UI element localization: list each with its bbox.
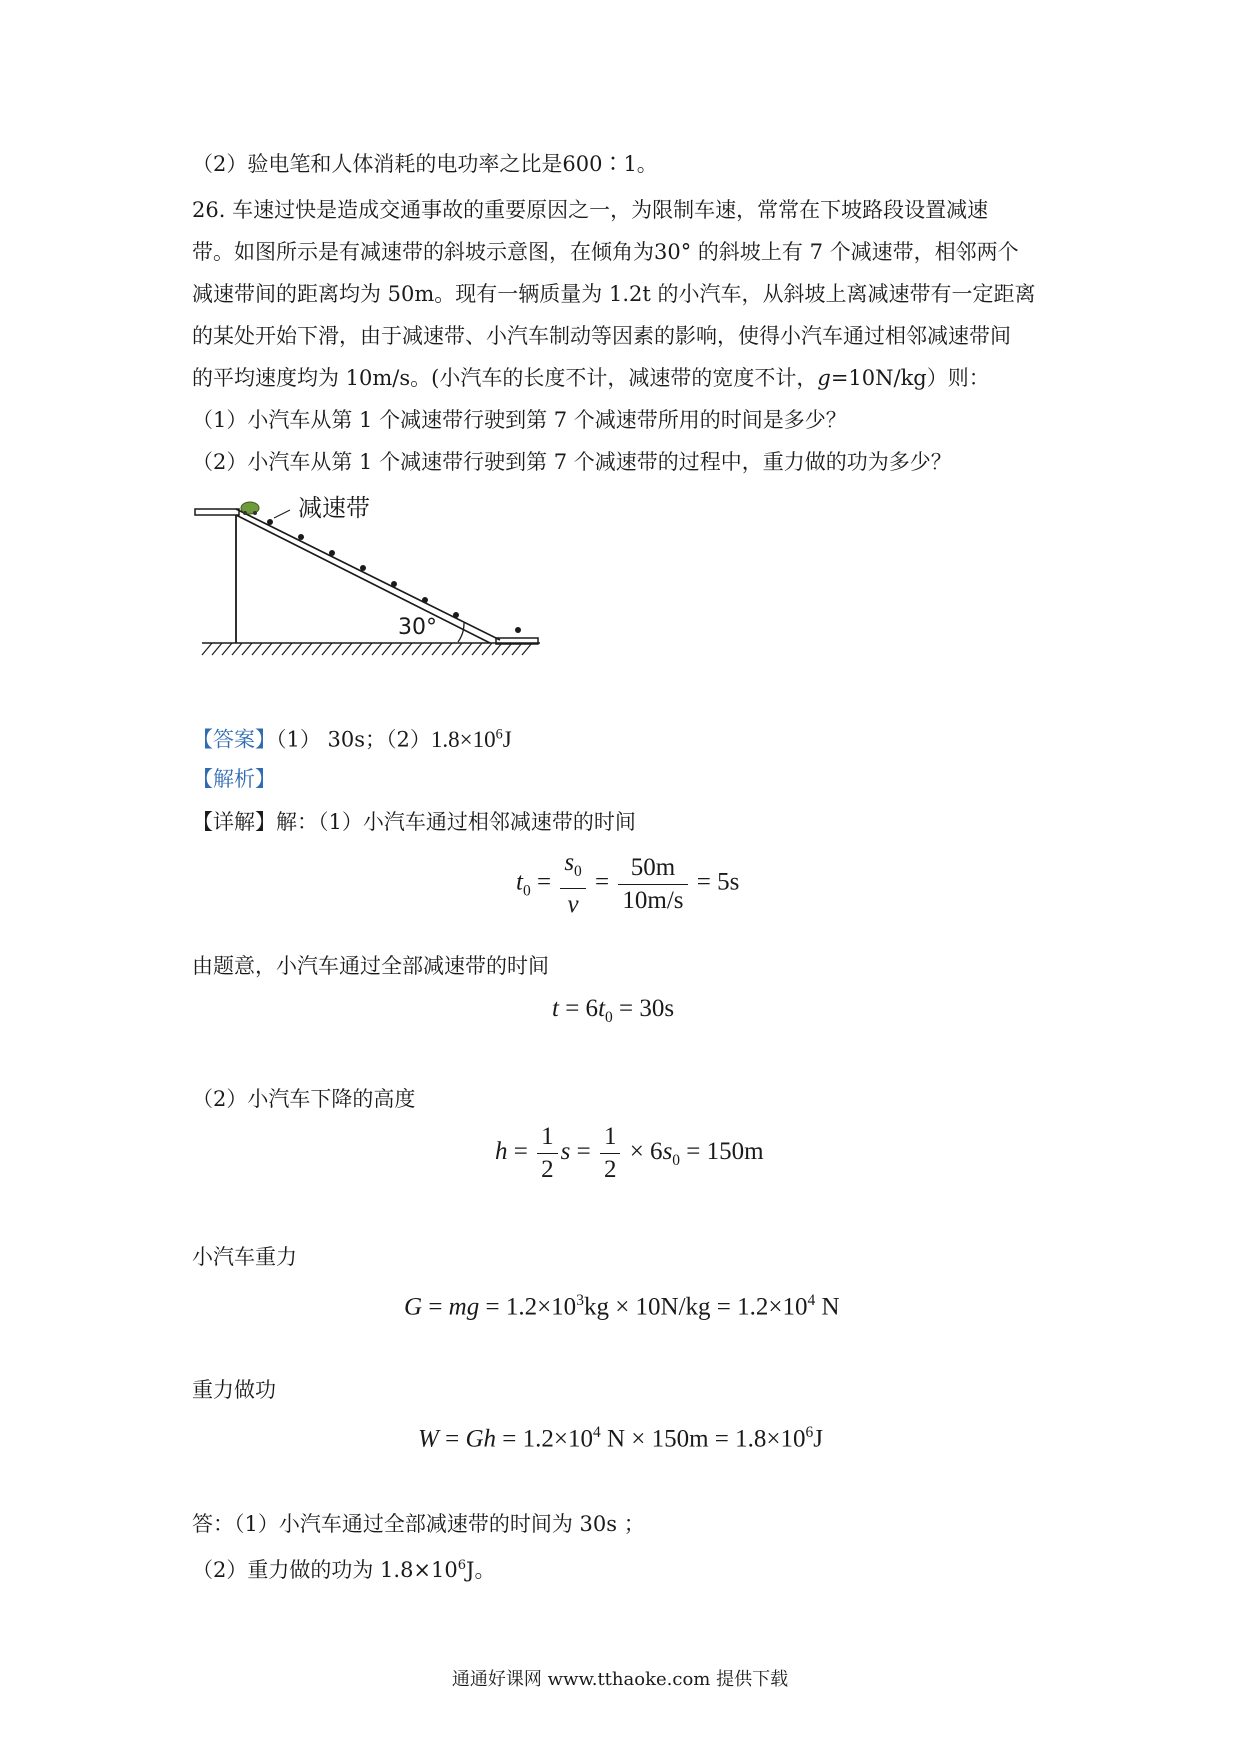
problem-26-line-1: 26. 车速过快是造成交通事故的重要原因之一，为限制车速，常常在下坡路段设置减速	[192, 198, 989, 222]
text-total-time: 由题意，小汽车通过全部减速带的时间	[192, 954, 549, 978]
speed-bump-6	[422, 597, 428, 603]
question-2: （2）小汽车从第 1 个减速带行驶到第 7 个减速带的过程中，重力做的功为多少？	[192, 450, 952, 474]
angle-arc	[458, 623, 464, 642]
speed-bump-3	[329, 550, 335, 556]
slope-diagram	[190, 490, 570, 670]
problem-26-line-4: 的某处开始下滑，由于减速带、小汽车制动等因素的影响，使得小汽车通过相邻减速带间	[192, 324, 1011, 348]
speed-bump-bottom	[515, 627, 521, 633]
problem-26-line-3: 减速带间的距离均为 50m。现有一辆质量为 1.2t 的小汽车，从斜坡上离减速带有一定距离	[192, 282, 1036, 306]
equation-time-per-gap: $t_0$ = $\frac{s_0}{v}$ = $\frac{50m}{10m/s}$ = 5s	[516, 849, 740, 918]
bump-label: 减速带	[298, 494, 370, 522]
speed-bump-2	[298, 534, 304, 540]
equation-work: $W = Gh = 1.2\times 10^4$ $N \times 150m = 1.8\times 10^6J$	[418, 1424, 823, 1453]
final-answer-1: 答：（1）小汽车通过全部减速带的时间为 30s ；	[192, 1512, 645, 1536]
equation-gravity: G = mg = $1.2\times 10^3kg \times 10N/kg = 1.2\times 10^4$ N	[404, 1292, 840, 1321]
top-ledge	[195, 509, 239, 515]
speed-bumps	[267, 519, 521, 633]
bump-label-leader	[274, 510, 290, 518]
speed-bump-1	[267, 519, 273, 525]
answer-tag: 【答案】	[192, 727, 276, 752]
question-1: （1）小汽车从第 1 个减速带行驶到第 7 个减速带所用的时间是多少？	[192, 408, 847, 432]
detail-tag: 【详解】	[192, 810, 276, 834]
angle-label: 30°	[398, 615, 437, 640]
answer-line: 【答案】（1） 30s；$(2)1.8\times 10^6J$	[192, 726, 512, 752]
slope-surface	[236, 509, 500, 640]
detail-line: 【详解】解：（1）小汽车通过相邻减速带的时间	[192, 810, 636, 834]
analysis-tag: 【解析】	[192, 767, 276, 791]
equation-total-time: $t = 6t_0 = 30s$	[552, 995, 675, 1026]
page-footer: 通通好课网 www.tthaoke.com 提供下载	[451, 1669, 789, 1690]
car-icon	[241, 502, 259, 515]
text-height: （2）小汽车下降的高度	[192, 1087, 416, 1111]
speed-bump-5	[391, 581, 397, 587]
speed-bump-4	[360, 565, 366, 571]
problem-26-line-5: 的平均速度均为 10m/s。(小汽车的长度不计，减速带的宽度不计，g=10N/kg）则：	[192, 366, 990, 390]
previous-answer-line: （2）验电笔和人体消耗的电功率之比是600∶1。	[192, 152, 658, 176]
ground-hatching	[202, 643, 532, 655]
text-work: 重力做功	[192, 1378, 276, 1402]
speed-bump-7	[453, 612, 459, 618]
text-gravity: 小汽车重力	[192, 1245, 297, 1269]
slope-underside	[236, 515, 490, 643]
equation-height: h = $\frac{1}{2}$ s = $\frac{1}{2}$ × $6s_0 = 150m$	[495, 1123, 764, 1183]
final-answer-2: （2）重力做的功为 $1.8\times 10^6J$。	[192, 1558, 496, 1582]
problem-26-line-2: 带。如图所示是有减速带的斜坡示意图，在倾角为30° 的斜坡上有 7 个减速带，相邻两个	[192, 240, 1019, 264]
